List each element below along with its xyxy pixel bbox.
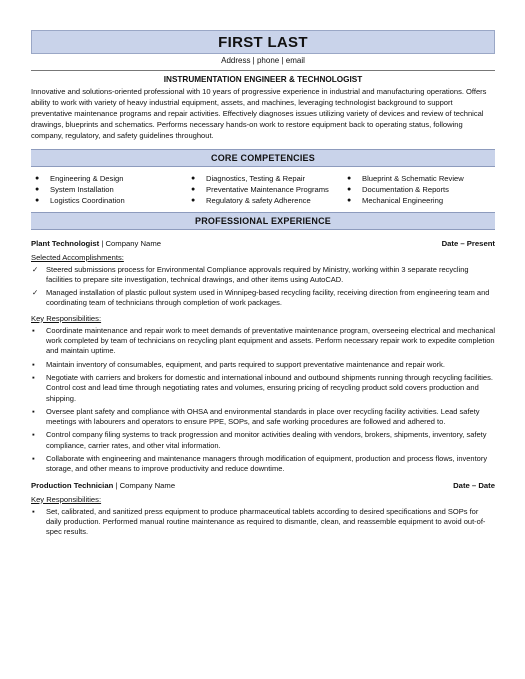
competency-label: Diagnostics, Testing & Repair	[206, 173, 306, 183]
accomplishments-list	[31, 265, 495, 309]
competency-item	[343, 195, 495, 206]
divider	[31, 70, 495, 71]
job-heading	[31, 481, 175, 490]
list-item	[31, 507, 495, 538]
competency-item	[31, 173, 183, 184]
competency-label: Preventative Maintenance Programs	[206, 184, 329, 194]
item-text: Collaborate with engineering and maintenance managers through modification of equipment, production and process flows, inventory storage, and other means to improve productivity and reduce downtime.	[46, 453, 488, 474]
bullet-icon: ●	[347, 185, 352, 193]
list-item	[31, 454, 495, 475]
check-icon: ✓	[32, 288, 39, 298]
competency-label: Engineering & Design	[50, 173, 124, 183]
square-bullet-icon: ▪	[32, 372, 35, 382]
competencies-column	[187, 173, 339, 206]
square-bullet-icon: ▪	[32, 453, 35, 463]
job-title: Plant Technologist	[31, 238, 100, 248]
name-banner	[31, 30, 495, 54]
job-dates: Date – Present	[441, 238, 495, 248]
bullet-icon: ●	[35, 185, 40, 193]
square-bullet-icon: ▪	[32, 325, 35, 335]
list-item	[31, 407, 495, 428]
competency-label: Logistics Coordination	[50, 195, 125, 205]
competency-item	[31, 195, 183, 206]
competency-label: Mechanical Engineering	[362, 195, 444, 205]
section-banner-experience	[31, 212, 495, 230]
check-icon: ✓	[32, 264, 39, 274]
competencies-column	[343, 173, 495, 206]
competency-label: System Installation	[50, 184, 114, 194]
item-text: Control company filing systems to track progression and monitor activities dealing with vendors, brokers, shipments, inventory, safety compliance, carrier rates, and other vital information.	[46, 430, 487, 450]
company-name: | Company Name	[99, 238, 162, 248]
responsibilities-list	[31, 326, 495, 475]
list-item	[31, 360, 495, 370]
headline: INSTRUMENTATION ENGINEER & TECHNOLOGIST	[163, 75, 363, 84]
competencies-column	[31, 173, 183, 206]
competency-item	[343, 173, 495, 184]
item-text: Managed installation of plastic pullout system used in Winnipeg-based recycling facility, receiving direction from engineering team and coordinating team of technicians through completion of work packages.	[46, 288, 490, 308]
competency-label: Documentation & Reports	[362, 184, 449, 194]
competency-item	[31, 184, 183, 195]
item-text: Set, calibrated, and sanitized press equipment to produce pharmaceutical tablets according to desired specifications and SOPs for daily production. Performed manual routine maintenance as required to dismantle, clean, and reassemble equipment to avoid out-of-spec results.	[46, 506, 486, 537]
competency-label: Blueprint & Schematic Review	[362, 173, 464, 183]
bullet-icon: ●	[191, 185, 196, 193]
resume-page	[31, 30, 495, 540]
job-title: Production Technician	[31, 480, 114, 490]
responsibilities-label: Key Responsibilities:	[31, 494, 102, 504]
square-bullet-icon: ▪	[32, 359, 35, 369]
responsibilities-label: Key Responsibilities:	[31, 313, 102, 323]
job-header	[31, 239, 495, 248]
bullet-icon: ●	[347, 196, 352, 204]
accomplishments-label: Selected Accomplishments:	[31, 252, 124, 262]
item-text: Coordinate maintenance and repair work to meet demands of preventative maintenance program, overseeing electrical and mechanical work completed by team of technicians on recycling plant equipment and assets. Perform necessary repair work to expedite completion and maintain uptime.	[46, 325, 496, 356]
bullet-icon: ●	[35, 174, 40, 182]
list-item	[31, 265, 495, 286]
summary-paragraph: Innovative and solutions-oriented professional with 10 years of progressive experience in industrial and manufacturing operations. Offers ability to work with variety of heavy industrial equipment, assets, and machines, leveraging technologist background to support preventative maintenance programs and repair activities. Effectively diagnoses issues utilizing variety of devices and review of technical drawings, blueprints and schematics. Performs necessary hands-on work to restore equipment back to operating status, following company, regulatory, and safety guidelines throughout.	[31, 87, 487, 140]
responsibilities-list	[31, 507, 495, 538]
square-bullet-icon: ▪	[32, 406, 35, 416]
bullet-icon: ●	[191, 196, 196, 204]
competency-item	[187, 173, 339, 184]
competency-label: Regulatory & safety Adherence	[206, 195, 311, 205]
competency-item	[187, 184, 339, 195]
item-text: Steered submissions process for Environmental Compliance approvals required by Ministry, working within 3 separate recycling facilities to prepare site investigation, technical drawings, and other items using AutoCAD.	[46, 264, 469, 284]
bullet-icon: ●	[35, 196, 40, 204]
job-header	[31, 481, 495, 490]
square-bullet-icon: ▪	[32, 506, 35, 516]
job-heading	[31, 239, 161, 248]
item-text: Oversee plant safety and compliance with OHSA and environmental standards in place over recycling facility activities. Lead safety meetings with labourers and operators to ensure PPE, SOPs, and safe working procedures are followed and adhered to.	[46, 406, 480, 427]
list-item	[31, 326, 495, 357]
candidate-name: FIRST LAST	[218, 33, 308, 51]
square-bullet-icon: ▪	[32, 430, 35, 440]
contact-line: Address | phone | email	[221, 56, 305, 65]
section-title: CORE COMPETENCIES	[211, 152, 315, 163]
bullet-icon: ●	[347, 174, 352, 182]
list-item	[31, 430, 495, 451]
competency-item	[343, 184, 495, 195]
competencies-grid	[31, 173, 495, 206]
list-item	[31, 373, 495, 404]
item-text: Negotiate with carriers and brokers for domestic and international inbound and outbound shipments running through recycling facilities. Control cost and lead time through negotiating rates and volumes, ensuring pricing of recycling product sold covers production and shipping.	[46, 372, 493, 403]
section-banner-competencies	[31, 149, 495, 167]
job-dates: Date – Date	[453, 480, 495, 490]
item-text: Maintain inventory of consumables, equipment, and parts required to support preventative maintenance and repair work.	[46, 359, 445, 369]
company-name: | Company Name	[113, 480, 176, 490]
bullet-icon: ●	[191, 174, 196, 182]
section-title: PROFESSIONAL EXPERIENCE	[195, 215, 331, 226]
list-item	[31, 288, 495, 309]
competency-item	[187, 195, 339, 206]
